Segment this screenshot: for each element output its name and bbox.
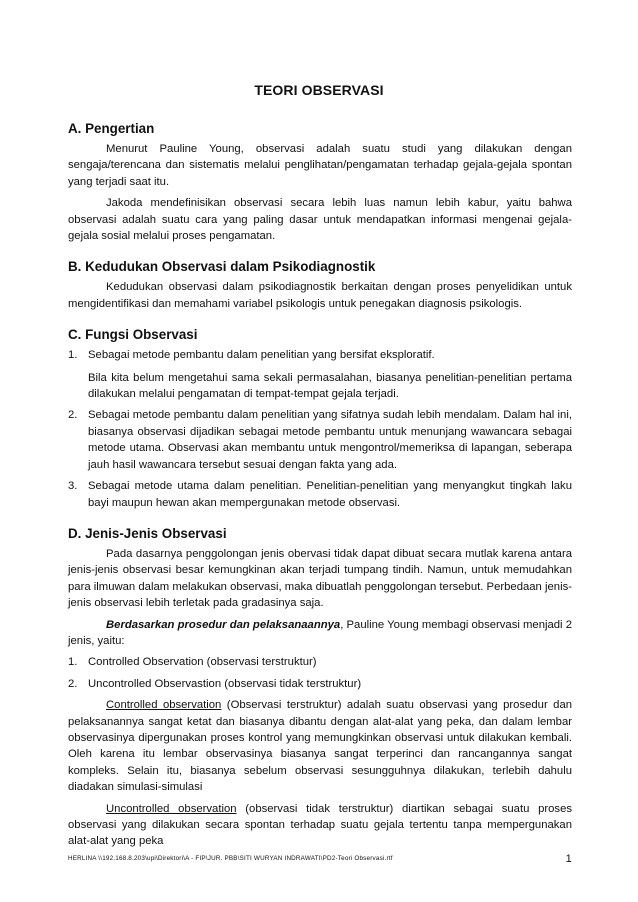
document-body bbox=[68, 120, 572, 864]
list-item-text: Sebagai metode pembantu dalam penelitian yang sifatnya sudah lebih mendalam. Dalam hal ini, biasanya observasi dijadikan sebagai metode pembantu untuk menunjang wawancara sebagai metode utama. Observasi akan membantu untuk mengontrol/memeriksa di lapangan, seberapa jauh hasil wawancara tersebut sesuai dengan fakta yang ada. bbox=[88, 409, 572, 471]
term-text: Uncontrolled observation bbox=[106, 802, 237, 815]
list-item-text: Sebagai metode pembantu dalam penelitian yang bersifat eksploratif. bbox=[88, 349, 435, 362]
list-item bbox=[68, 654, 572, 670]
paragraph-text: (observasi tidak terstruktur) diartikan sebagai suatu proses observasi yang dilakukan secara spontan terhadap suatu gejala tertentu tanpa mempergunakan alat-alat yang peka bbox=[68, 802, 573, 848]
list-item-text: Uncontrolled Observastion (observasi tidak terstruktur) bbox=[88, 677, 362, 690]
page-number: 1 bbox=[565, 853, 572, 865]
list-number: 2. bbox=[68, 677, 78, 690]
list-item-text: Controlled Observation (observasi terstruktur) bbox=[88, 656, 317, 669]
paragraph: Pada dasarnya penggolongan jenis obervasi tidak dapat dibuat secara mutlak karena antara jenis-jenis observasi besar kemungkinan akan terjadi tumpang tindih. Namun, untuk memudahkan para ilmuwan dalam melakukan observasi, maka dibuatlah penggolongan tersebut. Perbedaan jenis-jenis observasi lebih terletak pada gradasinya saja. bbox=[68, 547, 572, 610]
section-pengertian bbox=[68, 120, 572, 244]
list-item bbox=[68, 478, 572, 511]
list-number: 2. bbox=[68, 409, 78, 422]
list-number: 1. bbox=[68, 349, 78, 362]
section-heading: D. Jenis-Jenis Observasi bbox=[68, 525, 227, 541]
section-heading: B. Kedudukan Observasi dalam Psikodiagnostik bbox=[68, 259, 376, 275]
paragraph-text: (Observasi terstruktur) adalah suatu observasi yang prosedur dan pelaksanannya sangat ketat dan biasanya dibantu dengan alat-alat yang peka, dan dalam lembar observasinya dipergunakan proses kontrol yang memungkinkan observasi untuk dilakukan kembali. Oleh karena itu lembar observasinya biasanya sangat terperinci dan rancangannya sangat kompleks. Selain itu, biasanya sebelum observasi sesungguhnya dilakukan, terlebih dahulu diadakan simulasi-simulasi bbox=[68, 699, 573, 794]
paragraph: Menurut Pauline Young, observasi adalah suatu studi yang dilakukan dengan sengaja/terencana dan sistematis melalui penglihatan/pengamatan terhadap gejala-gejala spontan yang terjadi saat itu. bbox=[68, 143, 572, 188]
list-number: 3. bbox=[68, 480, 78, 493]
term-text: Controlled observation bbox=[106, 699, 222, 712]
footer-file-path: HERLINA \\192.168.8.203\upi\Direktori\A - FIP\JUR. PBB\SITI WURYAN INDRAWATI\PD2-Teori Observasi.rtf bbox=[68, 855, 393, 862]
list-item bbox=[68, 676, 572, 692]
section-fungsi bbox=[68, 326, 572, 511]
paragraph bbox=[68, 697, 572, 795]
paragraph bbox=[68, 801, 572, 850]
list-number: 1. bbox=[68, 656, 78, 669]
paragraph: Kedudukan observasi dalam psikodiagnostik berkaitan dengan proses penyelidikan untuk mengidentifikasi dan memahami variabel psikologis untuk penegakan diagnosis psikologis. bbox=[68, 281, 572, 310]
section-heading: C. Fungsi Observasi bbox=[68, 327, 198, 343]
paragraph-text: , Pauline Young membagi observasi menjadi 2 jenis, yaitu: bbox=[68, 618, 572, 647]
page-footer bbox=[68, 855, 572, 869]
section-heading: A. Pengertian bbox=[68, 121, 155, 136]
numbered-list bbox=[68, 347, 572, 511]
numbered-list bbox=[68, 654, 572, 692]
document-title: TEORI OBSERVASI bbox=[254, 82, 384, 98]
paragraph: Jakoda mendefinisikan observasi secara lebih luas namun lebih kabur, yaitu bahwa observasi adalah suatu cara yang paling dasar untuk mendapatkan informasi mengenai gejala-gejala sosial melalui proses pengamatan. bbox=[68, 197, 572, 243]
list-item bbox=[68, 347, 572, 402]
list-item bbox=[68, 407, 572, 473]
section-kedudukan bbox=[68, 258, 572, 312]
emphasis-text: Berdasarkan prosedur dan pelaksanaannya bbox=[106, 618, 341, 631]
section-jenis bbox=[68, 525, 572, 850]
list-item-subparagraph: Bila kita belum mengetahui sama sekali permasalahan, biasanya penelitian-penelitian pertama dilakukan melalui pengamatan di tempat-tempat gejala terjadi. bbox=[88, 371, 572, 401]
paragraph bbox=[68, 617, 572, 650]
list-item-text: Sebagai metode utama dalam penelitian. Penelitian-penelitian yang menyangkut tingkah laku bayi maupun hewan akan mempergunakan metode observasi. bbox=[88, 480, 572, 509]
